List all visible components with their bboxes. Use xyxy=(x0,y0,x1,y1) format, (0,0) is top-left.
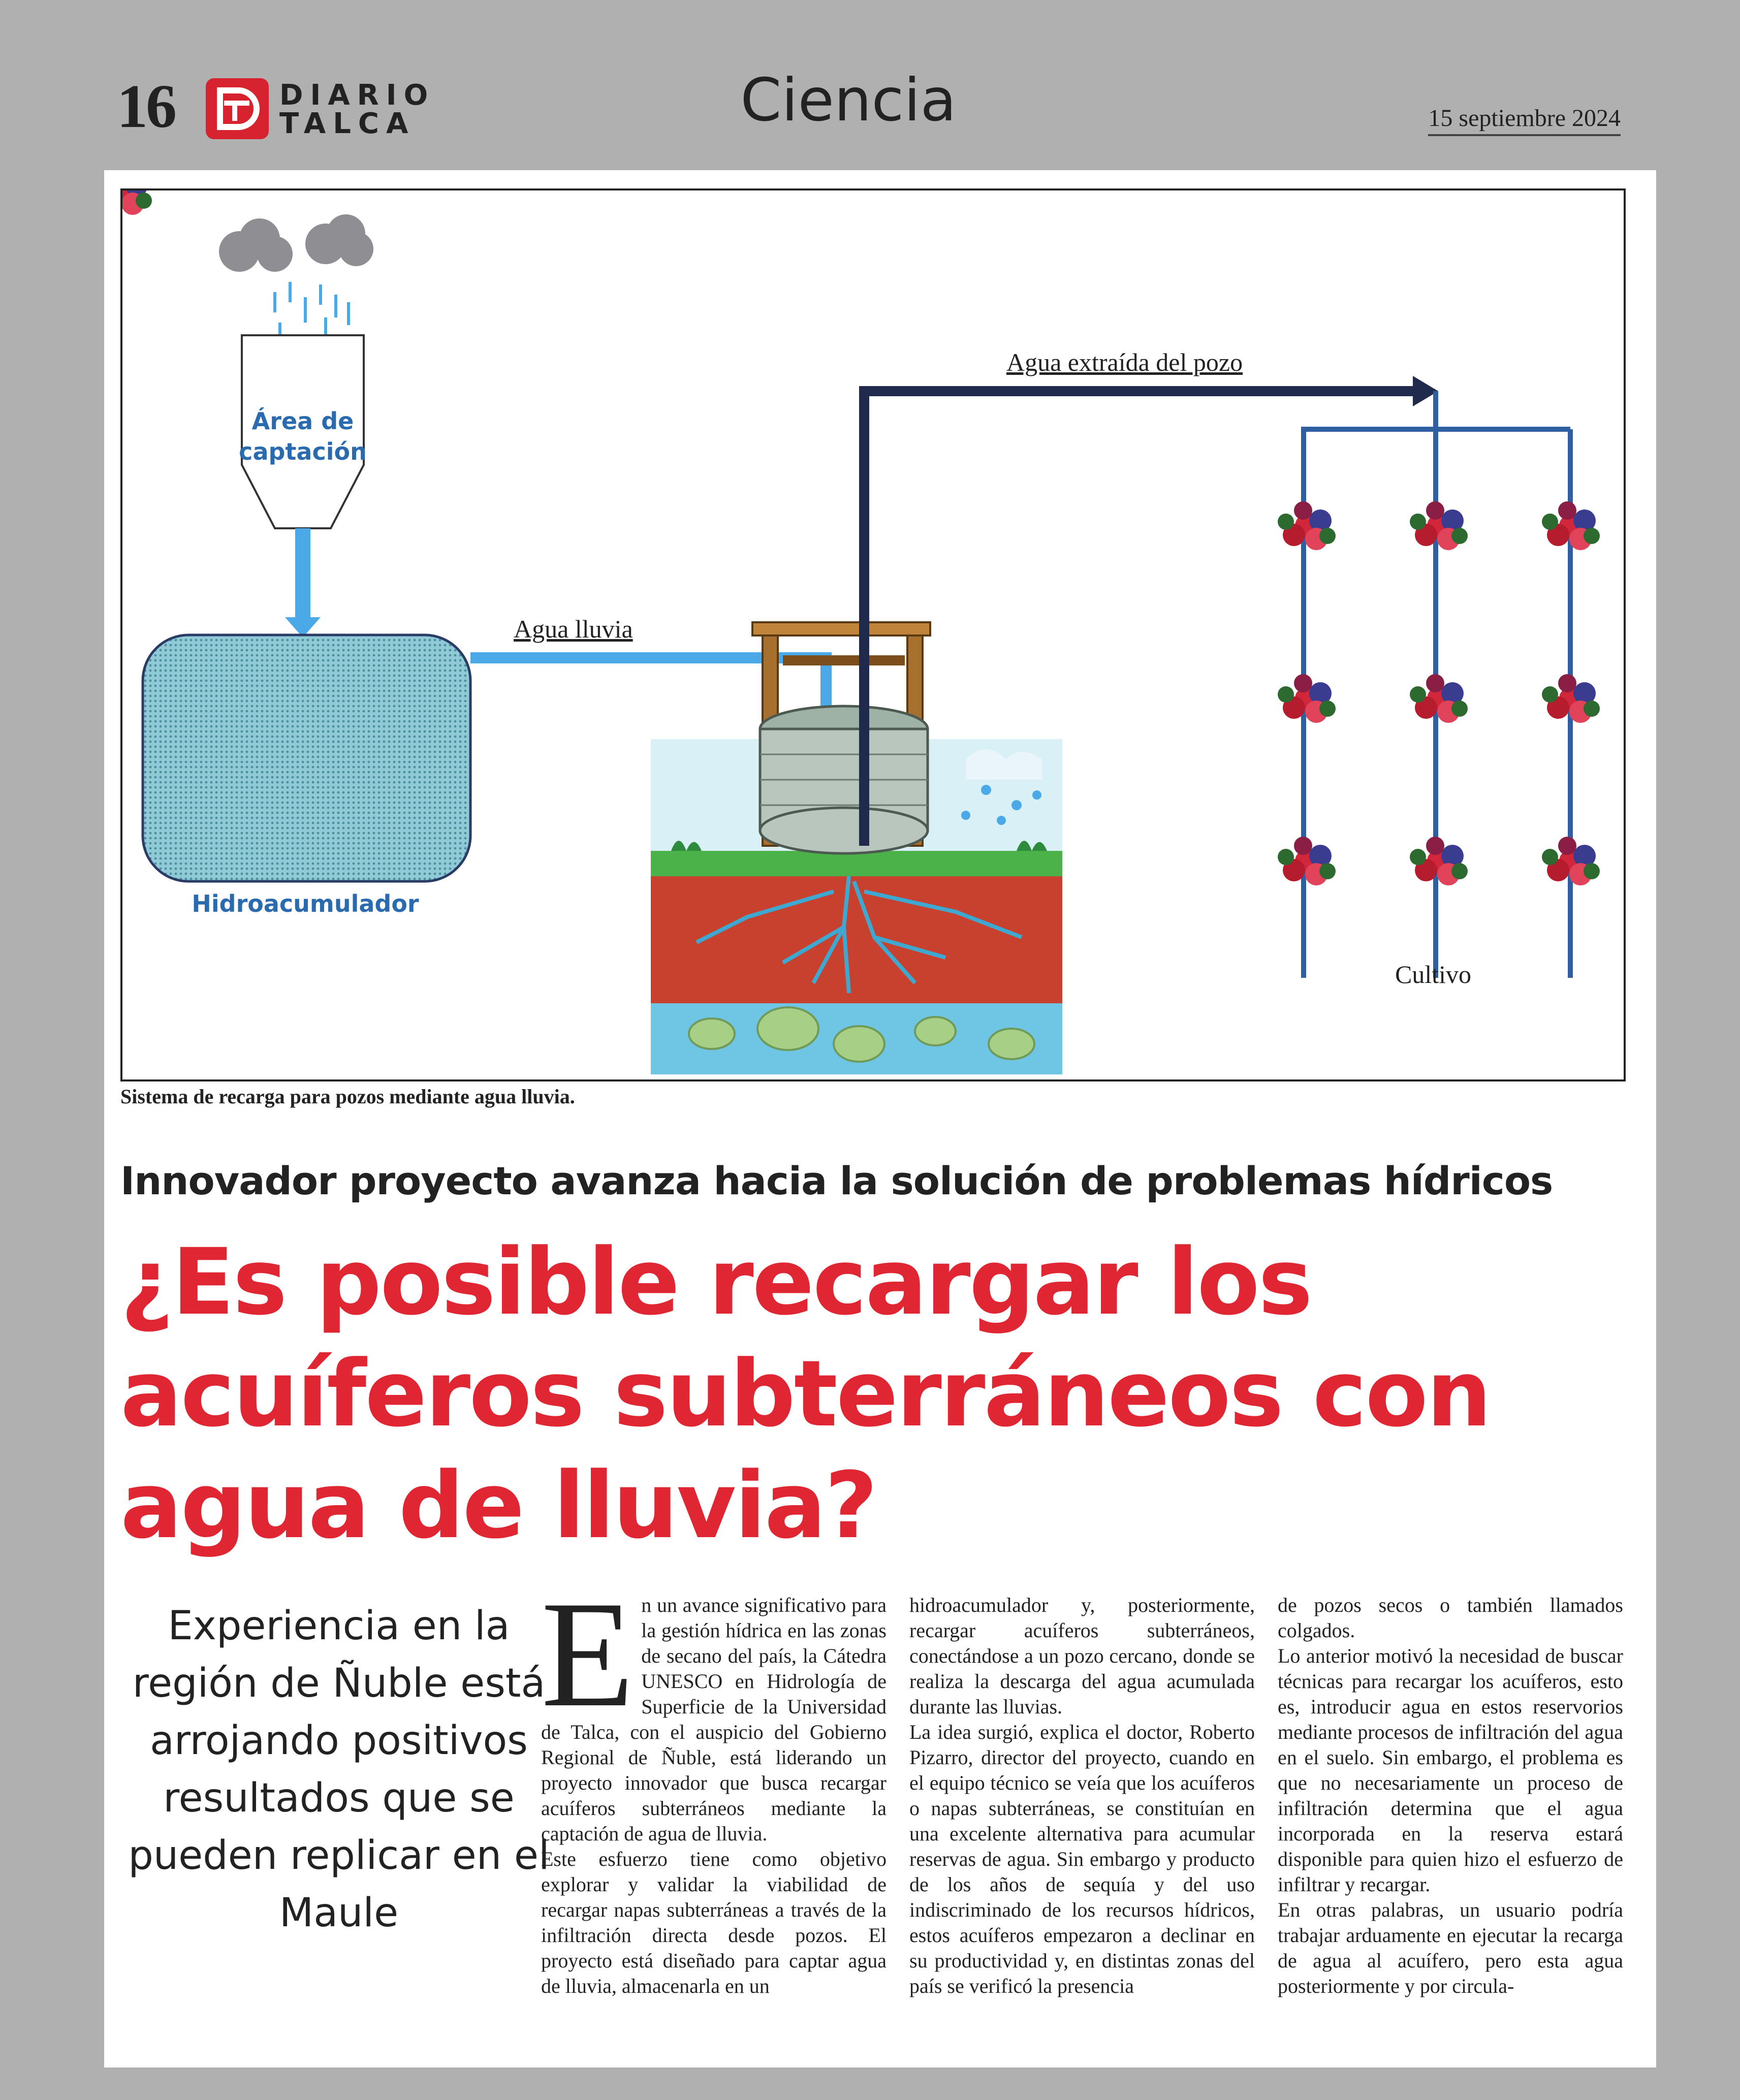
col2-paragraph-2: La idea surgió, explica el doctor, Roberto Pizarro, director del proyecto, cuando en el equipo técnico se veía que los acuíferos o napas subterráneas, se constituían en una excelente alternativa para acumular reservas de agua. Sin embargo y producto de los años de sequía y del uso indiscriminado de los recursos hídricos, estos acuíferos empezaron a declinar en su productividad y, en distintas zonas del país se verificó la presencia xyxy=(909,1721,1255,1997)
figure-caption: Sistema de recarga para pozos mediante agua lluvia. xyxy=(120,1085,575,1108)
col3-paragraph-3: En otras palabras, un usuario podría trabajar arduamente en ejecutar la recarga de agua al acuífero, pero esta agua posteriormente y por circula- xyxy=(1278,1898,1623,1997)
diagram-canvas xyxy=(122,190,1624,1079)
drop-cap: E xyxy=(541,1570,635,1738)
crop-label: Cultivo xyxy=(1395,960,1472,989)
page-number: 16 xyxy=(117,72,175,141)
col1-paragraph-1: n un avance significativo para la gestión hídrica en las zonas de secano del país, la Cátedra UNESCO en Hidrología de Superficie de la Universidad de Talca, con el auspicio del Gobierno Regional de Ñuble, está liderando un proyecto innovador que busca recargar acuíferos subterráneos mediante la captación de agua de lluvia. xyxy=(541,1594,887,1845)
tank-label: Hidroacumulador xyxy=(192,890,419,917)
article-column-2 xyxy=(909,1593,1255,1999)
col2-paragraph-1: hidroacumulador y, posteriormente, recargar acuíferos subterráneos, conectándose a un pozo cercano, donde se realiza la descarga del agua acumulada durante las lluvias. xyxy=(909,1594,1255,1718)
recharge-diagram xyxy=(120,188,1626,1081)
col3-paragraph-1: de pozos secos o también llamados colgados. xyxy=(1278,1594,1623,1642)
section-title: Ciencia xyxy=(740,66,957,135)
well-scene xyxy=(651,622,1062,1074)
page-content xyxy=(104,170,1656,2067)
brand-line-1: DIARIO xyxy=(279,79,435,112)
catchment-label-1: Área de xyxy=(251,407,354,435)
article-column-3 xyxy=(1278,1593,1623,1999)
rain-water-label: Agua lluvia xyxy=(514,615,633,643)
issue-date: 15 septiembre 2024 xyxy=(1428,104,1621,136)
rain-icon xyxy=(275,282,349,343)
col3-paragraph-2: Lo anterior motivó la necesidad de buscar técnicas para recargar los acuíferos, esto es, introducir agua en estos reservorios mediante procesos de infiltración del agua en el suelo. Sin embargo, el problema es que no necesariamente un proceso de infiltración determina que el agua incorporada en la reserva estará disponible para quien hizo el esfuerzo de infiltrar y recargar. xyxy=(1278,1644,1623,1896)
article-kicker: Innovador proyecto avanza hacia la solución de problemas hídricos xyxy=(120,1158,1553,1203)
col1-paragraph-2: Este esfuerzo tiene como objetivo explorar y validar la viabilidad de recargar napas subterráneas a través de la infiltración directa desde pozos. El proyecto está diseñado para captar agua de lluvia, almacenarla en un xyxy=(541,1848,887,1997)
downpipe xyxy=(295,528,310,620)
hydro-accumulator-tank xyxy=(143,635,470,881)
article-column-1 xyxy=(541,1570,887,1999)
article-headline: ¿Es posible recargar los acuíferos subterráneos con agua de lluvia? xyxy=(120,1229,1491,1559)
brand-line-2: TALCA xyxy=(279,107,416,140)
article-deck: Experiencia en la región de Ñuble está arrojando positivos resultados que se pueden replicar en el Maule xyxy=(128,1603,550,1936)
cloud-icon xyxy=(219,214,373,272)
catchment-label-2: captación xyxy=(239,438,367,465)
extracted-water-label: Agua extraída del pozo xyxy=(1006,348,1243,376)
